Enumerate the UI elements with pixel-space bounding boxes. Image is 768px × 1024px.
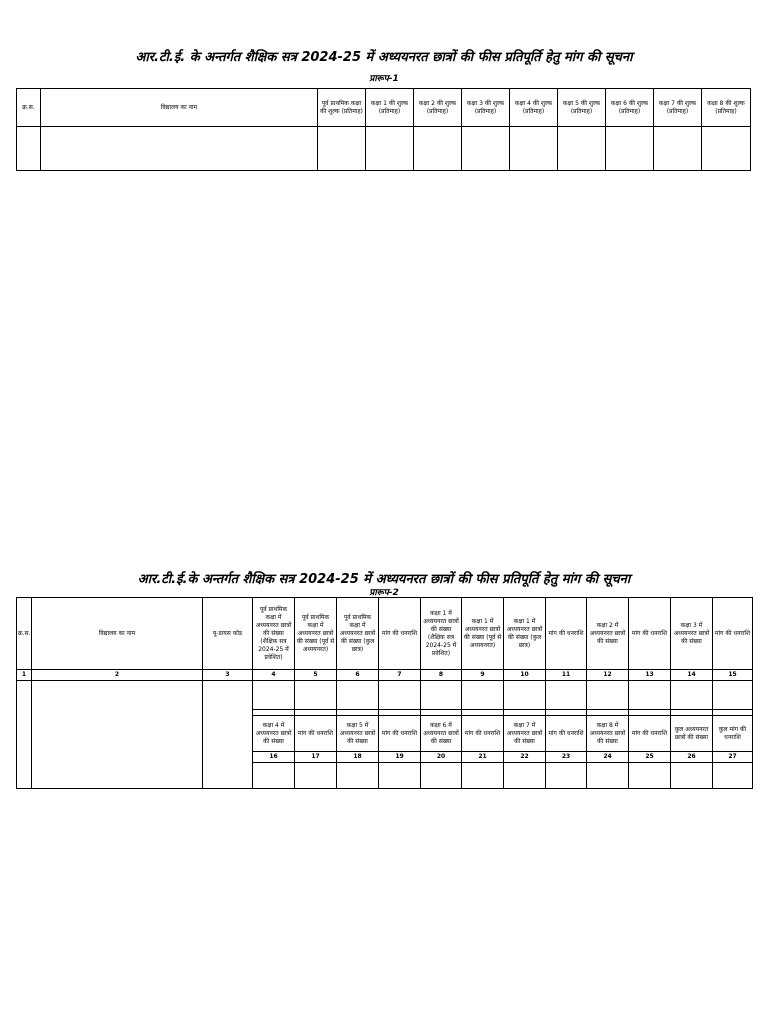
- header-cell: कक्षा 2 की शुल्क (प्रतिमाह): [414, 89, 462, 127]
- data-cell[interactable]: [253, 681, 295, 710]
- column-number: 12: [587, 670, 629, 681]
- data-cell[interactable]: [546, 681, 587, 710]
- header-cell: मांग की धनराशि: [379, 716, 421, 752]
- data-cell[interactable]: [510, 127, 558, 171]
- header-cell: पूर्व प्राथमिक कक्षा की शुल्क (प्रतिमाह): [318, 89, 366, 127]
- data-cell[interactable]: [671, 763, 713, 789]
- data-cell[interactable]: [671, 681, 713, 710]
- header-cell: कक्षा 4 में अध्ययनरत छात्रों की संख्या: [253, 716, 295, 752]
- column-number: 19: [379, 752, 421, 763]
- header-cell: कक्षा 7 की शुल्क (प्रतिमाह): [654, 89, 702, 127]
- data-cell[interactable]: [462, 763, 504, 789]
- data-cell[interactable]: [713, 763, 753, 789]
- header-cell: क्र.स.: [17, 598, 32, 670]
- data-cell[interactable]: [546, 763, 587, 789]
- column-number-row: [17, 670, 753, 681]
- data-cell[interactable]: [713, 681, 753, 710]
- column-number: 20: [421, 752, 462, 763]
- data-cell[interactable]: [504, 763, 546, 789]
- column-number: 26: [671, 752, 713, 763]
- header-cell: विद्यालय का नाम: [41, 89, 318, 127]
- data-cell[interactable]: [295, 681, 337, 710]
- header-cell: कक्षा 2 में अध्ययनरत छात्रों की संख्या: [587, 598, 629, 670]
- data-cell[interactable]: [295, 763, 337, 789]
- column-number: 18: [337, 752, 379, 763]
- form1-header-row: [17, 89, 751, 127]
- data-cell[interactable]: [17, 681, 32, 789]
- data-cell[interactable]: [462, 127, 510, 171]
- data-cell[interactable]: [366, 127, 414, 171]
- column-number: 22: [504, 752, 546, 763]
- column-number: 24: [587, 752, 629, 763]
- header-cell: कक्षा 5 में अध्ययनरत छात्रों की संख्या: [337, 716, 379, 752]
- header-cell: कक्षा 8 में अध्ययनरत छात्रों की संख्या: [587, 716, 629, 752]
- header-cell: कक्षा 6 की शुल्क (प्रतिमाह): [606, 89, 654, 127]
- header-cell: मांग की धनराशि: [546, 716, 587, 752]
- form2-header-row: [17, 598, 753, 670]
- data-cell[interactable]: [414, 127, 462, 171]
- header-cell: मांग की धनराशि: [379, 598, 421, 670]
- header-cell: कक्षा 4 की शुल्क (प्रतिमाह): [510, 89, 558, 127]
- data-cell[interactable]: [702, 127, 751, 171]
- column-number: 1: [17, 670, 32, 681]
- data-cell[interactable]: [318, 127, 366, 171]
- data-cell[interactable]: [337, 681, 379, 710]
- column-number: 9: [462, 670, 504, 681]
- column-number: 17: [295, 752, 337, 763]
- table-row: [17, 681, 753, 710]
- table-row: [17, 127, 751, 171]
- header-cell: यू-डायस कोड: [203, 598, 253, 670]
- data-cell[interactable]: [606, 127, 654, 171]
- header-cell: मांग की धनराशि: [295, 716, 337, 752]
- data-cell[interactable]: [337, 763, 379, 789]
- form1-title: आर.टी.ई. के अन्तर्गत शैक्षिक सत्र 2024-25 में अध्ययनरत छात्रों की फीस प्रतिपूर्ति हेतु मांग की सूचना: [135, 50, 633, 65]
- data-cell[interactable]: [203, 681, 253, 789]
- column-number: 15: [713, 670, 753, 681]
- column-number: 2: [32, 670, 203, 681]
- data-cell[interactable]: [41, 127, 318, 171]
- data-cell[interactable]: [379, 681, 421, 710]
- data-cell[interactable]: [421, 763, 462, 789]
- header-cell: विद्यालय का नाम: [32, 598, 203, 670]
- data-cell[interactable]: [379, 763, 421, 789]
- data-cell[interactable]: [629, 763, 671, 789]
- header-cell: कक्षा 3 की शुल्क (प्रतिमाह): [462, 89, 510, 127]
- column-number: 4: [253, 670, 295, 681]
- header-cell: कक्षा 1 में अध्ययनरत छात्रों की संख्या (पूर्व से अध्ययनरत): [462, 598, 504, 670]
- column-number: 3: [203, 670, 253, 681]
- data-cell[interactable]: [587, 763, 629, 789]
- column-number: 7: [379, 670, 421, 681]
- header-cell: पूर्व प्राथमिक कक्षा में अध्ययनरत छात्रों की संख्या (शैक्षिक सत्र 2024-25 में प्रवेशित): [253, 598, 295, 670]
- header-cell: कक्षा 7 में अध्ययनरत छात्रों की संख्या: [504, 716, 546, 752]
- data-cell[interactable]: [17, 127, 41, 171]
- data-cell[interactable]: [421, 681, 462, 710]
- form1-table: [16, 88, 751, 171]
- header-cell: मांग की धनराशि: [546, 598, 587, 670]
- header-cell: कक्षा 8 की शुल्क (प्रतिमाह): [702, 89, 751, 127]
- column-number: 25: [629, 752, 671, 763]
- header-cell: कक्षा 5 की शुल्क (प्रतिमाह): [558, 89, 606, 127]
- header-cell: कुल मांग की धनराशि: [713, 716, 753, 752]
- data-cell[interactable]: [32, 681, 203, 789]
- form2-title: आर.टी.ई.के अन्तर्गत शैक्षिक सत्र 2024-25 में अध्ययनरत छात्रों की फीस प्रतिपूर्ति हेतु मांग की सूचना: [137, 572, 631, 587]
- form1-subtitle: प्रारूप-1: [369, 74, 399, 84]
- header-cell: कक्षा 1 में अध्ययनरत छात्रों की संख्या (कुल छात्र): [504, 598, 546, 670]
- column-number: 11: [546, 670, 587, 681]
- header-cell: कक्षा 3 में अध्ययनरत छात्रों की संख्या: [671, 598, 713, 670]
- data-cell[interactable]: [253, 763, 295, 789]
- header-cell: मांग की धनराशि: [713, 598, 753, 670]
- header-cell: मांग की धनराशि: [629, 598, 671, 670]
- data-cell[interactable]: [629, 681, 671, 710]
- header-cell: कक्षा 1 में अध्ययनरत छात्रों की संख्या (शैक्षिक सत्र 2024-25 में प्रवेशित): [421, 598, 462, 670]
- column-number: 8: [421, 670, 462, 681]
- column-number: 5: [295, 670, 337, 681]
- form2-subtitle: प्रारूप-2: [369, 588, 399, 598]
- header-cell: कक्षा 6 में अध्ययनरत छात्रों की संख्या: [421, 716, 462, 752]
- data-cell[interactable]: [504, 681, 546, 710]
- header-cell: पूर्व प्राथमिक कक्षा में अध्ययनरत छात्रों की संख्या (पूर्व से अध्ययनरत): [295, 598, 337, 670]
- data-cell[interactable]: [558, 127, 606, 171]
- data-cell[interactable]: [587, 681, 629, 710]
- column-number: 13: [629, 670, 671, 681]
- column-number: 6: [337, 670, 379, 681]
- form2-table: [16, 597, 753, 789]
- header-cell: मांग की धनराशि: [462, 716, 504, 752]
- column-number: 27: [713, 752, 753, 763]
- column-number: 23: [546, 752, 587, 763]
- data-cell[interactable]: [462, 681, 504, 710]
- header-cell: कक्षा 1 की शुल्क (प्रतिमाह): [366, 89, 414, 127]
- header-cell: कुल अध्ययनरत छात्रों की संख्या: [671, 716, 713, 752]
- header-cell: मांग की धनराशि: [629, 716, 671, 752]
- column-number: 14: [671, 670, 713, 681]
- data-cell[interactable]: [654, 127, 702, 171]
- header-cell: पूर्व प्राथमिक कक्षा में अध्ययनरत छात्रों की संख्या (कुल छात्र): [337, 598, 379, 670]
- column-number: 16: [253, 752, 295, 763]
- column-number: 21: [462, 752, 504, 763]
- column-number: 10: [504, 670, 546, 681]
- header-cell: क्र.स.: [17, 89, 41, 127]
